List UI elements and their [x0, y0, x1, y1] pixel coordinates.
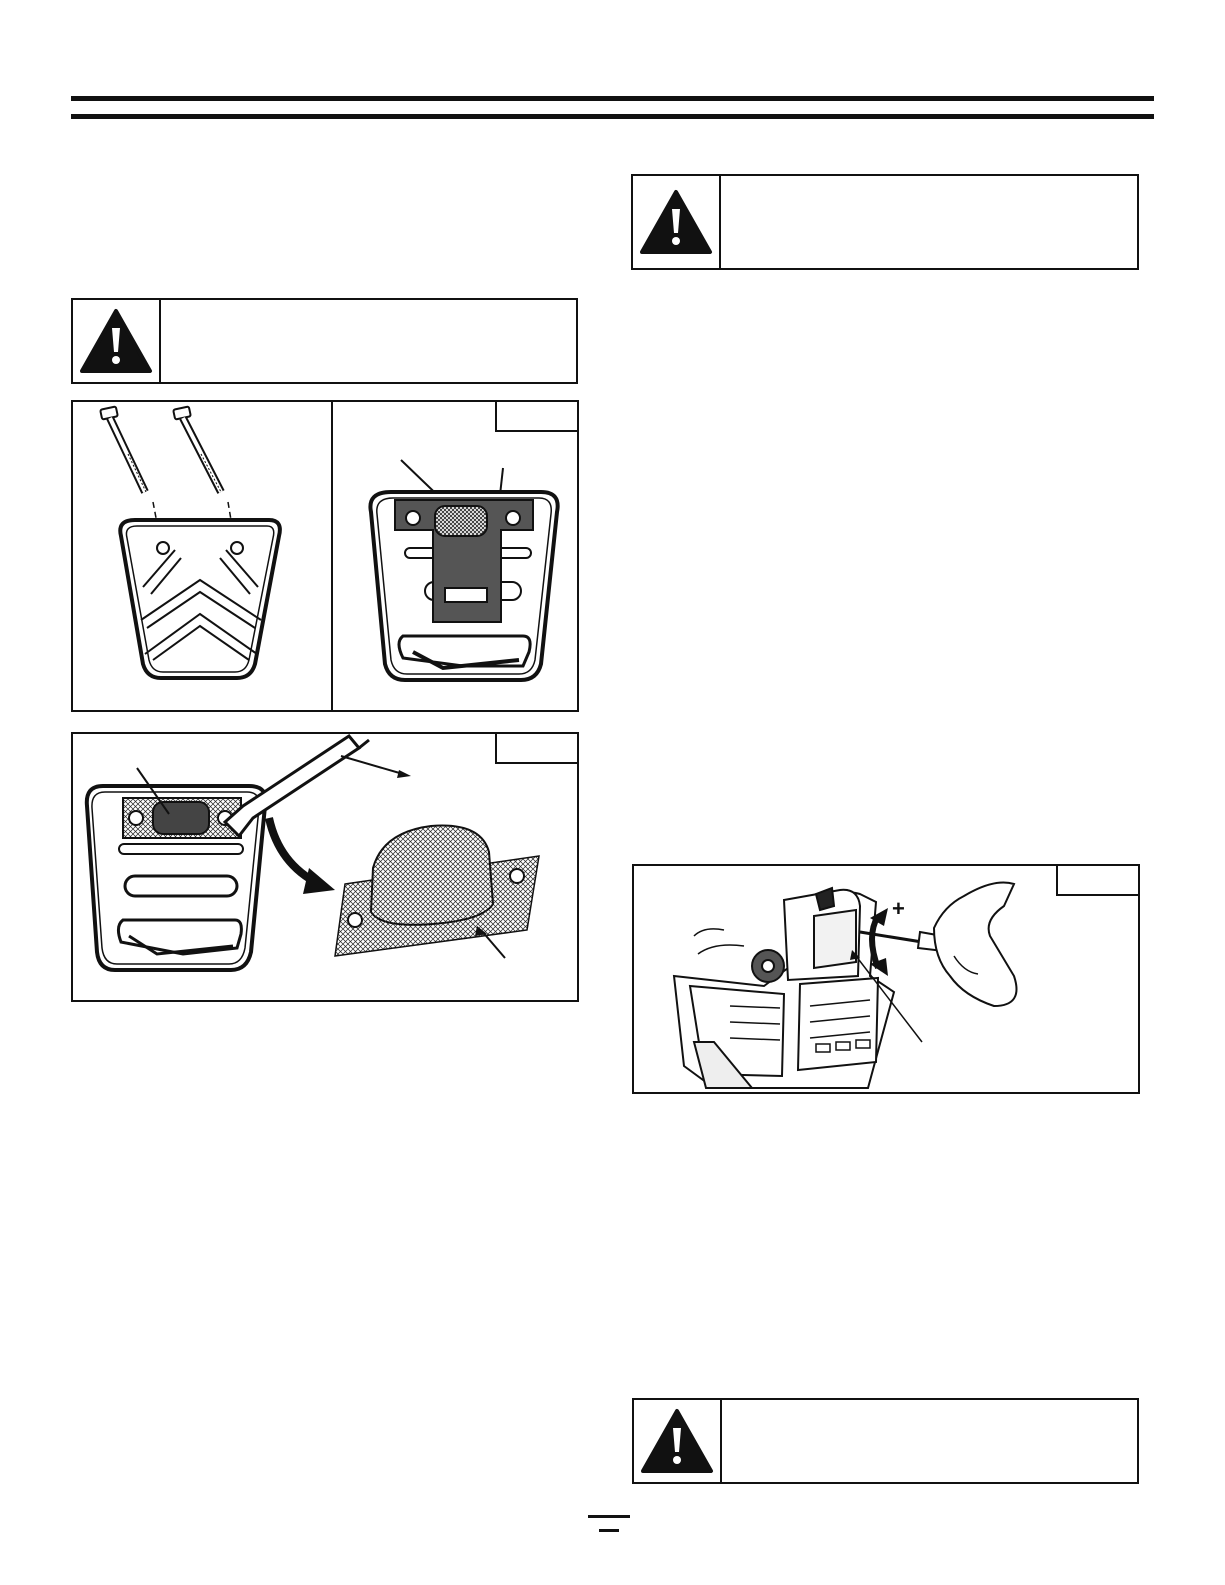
warning-icon-cell: [634, 1400, 722, 1482]
figure-muffler-panel: [71, 400, 579, 712]
bolt-icon: [173, 406, 221, 492]
warning-box-top-right: [631, 174, 1139, 270]
figure-screen-removal: [71, 732, 579, 1002]
warning-triangle-icon: [639, 189, 713, 255]
warning-text: [721, 176, 1137, 268]
warning-text: [722, 1400, 1137, 1482]
header-rule-top: [71, 96, 1154, 101]
header-rule-bottom: [71, 114, 1154, 119]
warning-box-left: [71, 298, 578, 384]
footer-rule: [588, 1515, 630, 1518]
warning-icon-cell: [633, 176, 721, 268]
footer-rule-short: [599, 1529, 619, 1532]
screen-removal-illustration: [73, 734, 577, 1000]
warning-icon-cell: [73, 300, 161, 382]
warning-box-bottom-right: [632, 1398, 1139, 1484]
muffler-screen-illustration: [333, 402, 577, 710]
warning-triangle-icon: [640, 1408, 714, 1474]
minus-symbol: -: [880, 956, 888, 981]
carburetor-adjust-illustration: [634, 866, 1138, 1092]
figure-carburetor-adjust: [632, 864, 1140, 1094]
warning-triangle-icon: [79, 308, 153, 374]
bolt-icon: [100, 406, 146, 492]
plus-symbol: +: [892, 896, 905, 921]
warning-text: [161, 300, 576, 382]
muffler-cover-bolts-illustration: [73, 402, 331, 710]
